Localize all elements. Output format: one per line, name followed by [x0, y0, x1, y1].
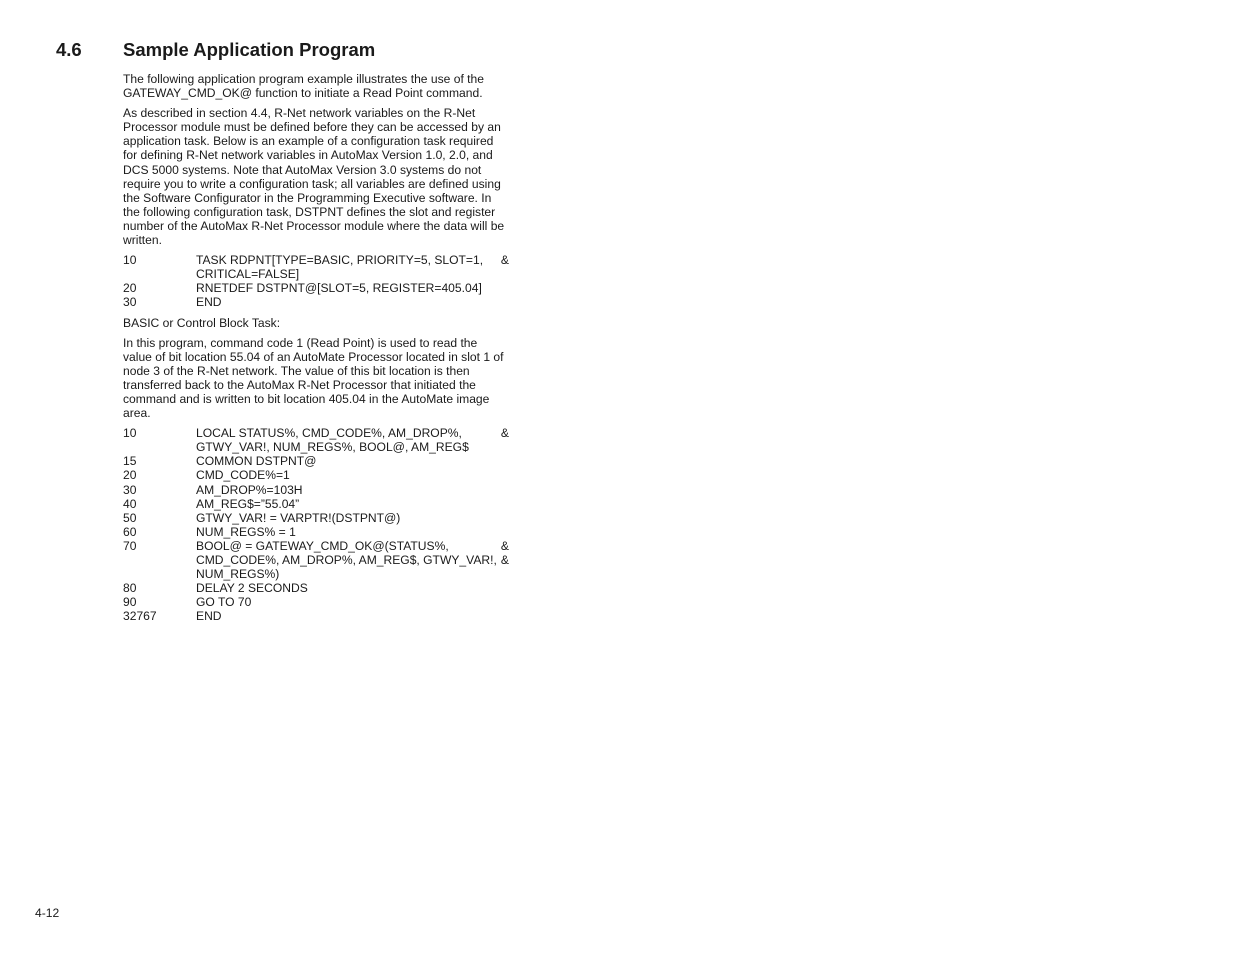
- statement: [196, 281, 509, 295]
- statement-text: BOOL@ = GATEWAY_CMD_OK@(STATUS%,: [196, 538, 449, 553]
- statement: [196, 539, 509, 581]
- continuation-mark: [505, 511, 509, 525]
- statement-segment: [196, 497, 509, 511]
- statement-text: GTWY_VAR!, NUM_REGS%, BOOL@, AM_REG$: [196, 440, 469, 455]
- code-line: [123, 609, 509, 623]
- code-line: [123, 295, 509, 309]
- page-number: 4-12: [35, 906, 60, 920]
- continuation-mark: [505, 525, 509, 539]
- statement-segment: [196, 553, 509, 567]
- statement-text: CMD_CODE%=1: [196, 468, 290, 483]
- continuation-mark: [505, 281, 509, 295]
- statement-segment: [196, 440, 509, 454]
- statement: [196, 525, 509, 539]
- continuation-mark: &: [500, 426, 509, 441]
- statement-text: GTWY_VAR! = VARPTR!(DSTPNT@): [196, 510, 401, 525]
- code-line: [123, 281, 509, 295]
- line-number: 32767: [123, 609, 157, 624]
- continuation-mark: [505, 454, 509, 468]
- statement-segment: [196, 468, 509, 482]
- continuation-mark: [505, 567, 509, 581]
- config-paragraph: As described in section 4.4, R-Net network variables on the R-Net Processor module must be defined before they can be accessed by an application task. Below is an example of a configuration task required for defining R-Net network variables in AutoMax Version 1.0, 2.0, and DCS 5000 systems. Note that AutoMax Version 3.0 systems do not require you to write a configuration task; all variables are defined using the Software Configurator in the Programming Executive software. In the following configuration task, DSTPNT defines the slot and register number of the AutoMax R-Net Processor module where the data will be written.: [123, 106, 505, 248]
- code-line: [123, 454, 509, 468]
- statement-text: NUM_REGS%): [196, 567, 280, 582]
- line-number: 70: [123, 538, 137, 553]
- statement-text: END: [196, 295, 222, 310]
- continuation-mark: [505, 609, 509, 623]
- code-line: [123, 511, 509, 525]
- intro-paragraph: The following application program example illustrates the use of the GATEWAY_CMD_OK@ function to initiate a Read Point command.: [123, 72, 484, 101]
- task-label: BASIC or Control Block Task:: [123, 315, 281, 330]
- code-line: [123, 539, 509, 581]
- statement-text: CRITICAL=FALSE]: [196, 267, 300, 282]
- section-number: 4.6: [56, 39, 82, 60]
- statement-text: AM_REG$=”55.04”: [196, 496, 300, 511]
- code-line: [123, 525, 509, 539]
- statement-segment: [196, 595, 509, 609]
- section-body: [123, 72, 509, 629]
- line-number: 20: [123, 468, 137, 483]
- statement-text: AM_DROP%=103H: [196, 482, 303, 497]
- continuation-mark: &: [500, 253, 509, 268]
- statement-text: GO TO 70: [196, 595, 252, 610]
- section-title: Sample Application Program: [123, 39, 376, 60]
- statement-segment: [196, 426, 509, 440]
- code-line: [123, 468, 509, 482]
- line-number: 20: [123, 281, 137, 296]
- statement-text: LOCAL STATUS%, CMD_CODE%, AM_DROP%,: [196, 426, 462, 441]
- statement: [196, 468, 509, 482]
- code-line: [123, 581, 509, 595]
- continuation-mark: [505, 581, 509, 595]
- line-number: 60: [123, 524, 137, 539]
- statement: [196, 454, 509, 468]
- continuation-mark: &: [500, 553, 509, 567]
- line-number: 90: [123, 595, 137, 610]
- config-task-listing: [123, 253, 509, 309]
- statement-segment: [196, 483, 509, 497]
- continuation-mark: [505, 295, 509, 309]
- statement: [196, 483, 509, 497]
- statement-text: NUM_REGS% = 1: [196, 524, 296, 539]
- statement-text: CMD_CODE%, AM_DROP%, AM_REG$, GTWY_VAR!,: [196, 553, 497, 567]
- code-line: [123, 483, 509, 497]
- statement-text: COMMON DSTPNT@: [196, 454, 317, 469]
- statement: [196, 426, 509, 454]
- line-number: 30: [123, 295, 137, 310]
- code-line: [123, 595, 509, 609]
- statement-segment: [196, 511, 509, 525]
- statement-segment: [196, 253, 509, 267]
- continuation-mark: [505, 267, 509, 281]
- statement: [196, 581, 509, 595]
- statement-segment: [196, 567, 509, 581]
- statement: [196, 497, 509, 511]
- continuation-mark: [505, 468, 509, 482]
- continuation-mark: [505, 595, 509, 609]
- line-number: 10: [123, 426, 137, 441]
- section-heading: [56, 38, 375, 62]
- continuation-mark: [505, 497, 509, 511]
- statement-text: RNETDEF DSTPNT@[SLOT=5, REGISTER=405.04]: [196, 281, 482, 296]
- statement: [196, 609, 509, 623]
- continuation-mark: [505, 440, 509, 454]
- line-number: 80: [123, 581, 137, 596]
- code-line: [123, 426, 509, 454]
- line-number: 10: [123, 253, 137, 268]
- program-description-paragraph: In this program, command code 1 (Read Point) is used to read the value of bit location 55.04 of an AutoMate Processor located in slot 1 of node 3 of the R-Net network. The value of this bit location is then transferred back to the AutoMax R-Net Processor that initiated the command and is written to bit location 405.04 in the AutoMate image area.: [123, 335, 504, 421]
- code-line: [123, 253, 509, 281]
- line-number: 15: [123, 454, 137, 469]
- basic-program-listing: [123, 426, 509, 623]
- statement: [196, 295, 509, 309]
- statement: [196, 253, 509, 281]
- statement: [196, 595, 509, 609]
- statement: [196, 511, 509, 525]
- statement-segment: [196, 525, 509, 539]
- statement-text: END: [196, 609, 222, 624]
- statement-segment: [196, 581, 509, 595]
- continuation-mark: [505, 483, 509, 497]
- statement-segment: [196, 267, 509, 281]
- line-number: 40: [123, 496, 137, 511]
- line-number: 30: [123, 482, 137, 497]
- statement-segment: [196, 454, 509, 468]
- statement-segment: [196, 609, 509, 623]
- statement-text: TASK RDPNT[TYPE=BASIC, PRIORITY=5, SLOT=1,: [196, 253, 484, 268]
- continuation-mark: &: [500, 538, 509, 553]
- statement-text: DELAY 2 SECONDS: [196, 581, 308, 596]
- code-line: [123, 497, 509, 511]
- line-number: 50: [123, 510, 137, 525]
- statement-segment: [196, 295, 509, 309]
- statement-segment: [196, 281, 509, 295]
- statement-segment: [196, 539, 509, 553]
